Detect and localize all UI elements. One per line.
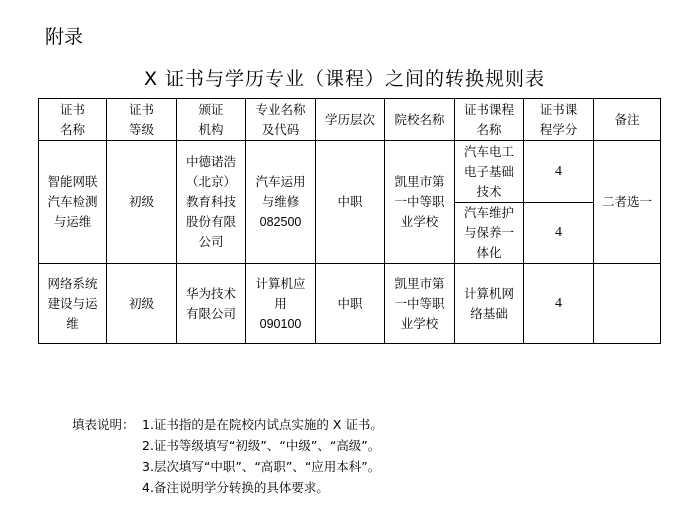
header-edu-level: 学历层次	[316, 99, 385, 141]
cell-course-credit: 4	[524, 264, 594, 344]
table-row	[39, 141, 661, 203]
instruction-line: 填表说明： 1.证书指的是在院校内试点实施的 X 证书。	[72, 414, 383, 435]
cell-cert-level: 初级	[107, 264, 177, 344]
header-major: 专业名称 及代码	[246, 99, 316, 141]
cell-course-name: 汽车电工 电子基础 技术	[455, 141, 524, 203]
cell-school: 凯里市第 一中等职 业学校	[385, 264, 455, 344]
cell-remark	[594, 264, 661, 344]
cell-edu-level: 中职	[316, 264, 385, 344]
instructions-lead: 填表说明：	[72, 417, 135, 432]
cell-edu-level: 中职	[316, 141, 385, 264]
header-remark: 备注	[594, 99, 661, 141]
cell-cert-level: 初级	[107, 141, 177, 264]
table-row	[39, 264, 661, 344]
cell-course-credit: 4	[524, 203, 594, 264]
cell-course-name: 汽车维护 与保养一 体化	[455, 203, 524, 264]
cell-major: 汽车运用 与维修 082500	[246, 141, 316, 264]
appendix-label: 附录	[45, 26, 84, 48]
instruction-line: 4.备注说明学分转换的具体要求。	[142, 480, 329, 495]
header-school: 院校名称	[385, 99, 455, 141]
filling-instructions	[72, 414, 383, 498]
cell-cert-name: 智能网联 汽车检测 与运维	[39, 141, 107, 264]
cell-major: 计算机应 用 090100	[246, 264, 316, 344]
table-header-row	[39, 99, 661, 141]
cell-school: 凯里市第 一中等职 业学校	[385, 141, 455, 264]
cell-remark: 二者选一	[594, 141, 661, 264]
cell-cert-name: 网络系统 建设与运 维	[39, 264, 107, 344]
header-cert-level: 证书 等级	[107, 99, 177, 141]
cell-course-credit: 4	[524, 141, 594, 203]
conversion-rules-table	[38, 98, 661, 344]
cell-course-name: 计算机网 络基础	[455, 264, 524, 344]
cell-issuer: 华为技术 有限公司	[177, 264, 246, 344]
document-title: X 证书与学历专业（课程）之间的转换规则表	[143, 68, 546, 90]
header-issuer: 颁证 机构	[177, 99, 246, 141]
cell-issuer: 中德诺浩 （北京） 教育科技 股份有限 公司	[177, 141, 246, 264]
instruction-line: 3.层次填写“中职”、“高职”、“应用本科”。	[142, 459, 381, 474]
instruction-line: 2.证书等级填写“初级”、“中级”、“高级”。	[142, 438, 381, 453]
header-course-name: 证书课程 名称	[455, 99, 524, 141]
header-cert-name: 证书 名称	[39, 99, 107, 141]
header-course-credit: 证书课 程学分	[524, 99, 594, 141]
